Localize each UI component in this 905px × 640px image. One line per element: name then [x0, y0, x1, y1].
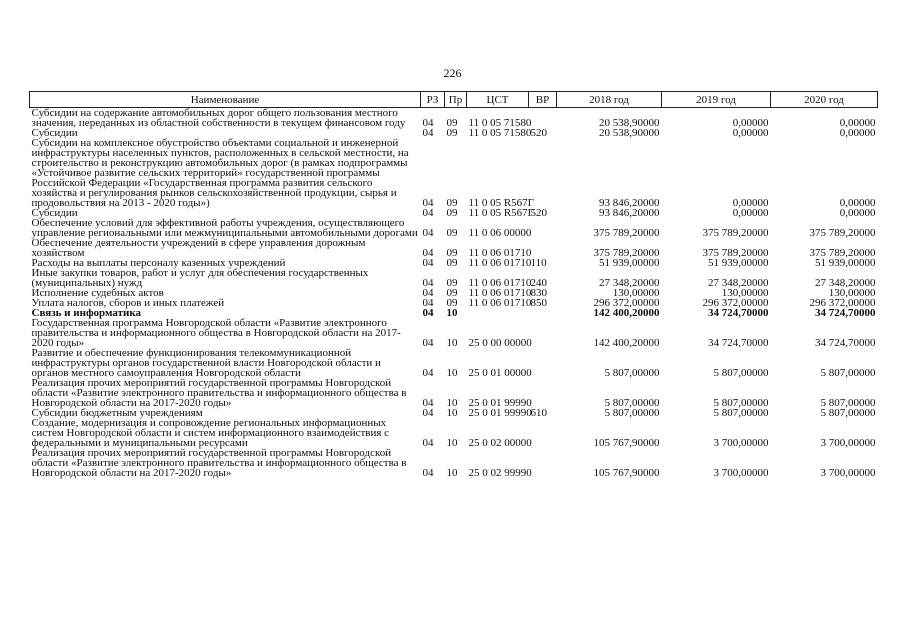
cell-y2020: 0,00000	[839, 117, 876, 129]
cell-y2019: 0,00000	[732, 127, 769, 139]
cell-pr: 09	[446, 197, 458, 209]
cell-rz: 04	[422, 337, 434, 349]
cell-y2018: 105 767,90000	[593, 437, 660, 449]
cell-y2020: 375 789,20000	[809, 227, 876, 239]
cell-name: Реализация прочих мероприятий государственной программы Новгородской области «Развитие электронного правительства и информационного общества в Новгородской области на 2017-2020 годы»	[31, 377, 407, 409]
cell-pr: 09	[446, 257, 458, 269]
cell-rz: 04	[422, 307, 434, 319]
cell-cst: 11 0 06 00000	[468, 227, 532, 239]
cell-y2020: 375 789,20000	[809, 247, 876, 259]
cell-vr: 520	[530, 207, 547, 219]
cell-y2018: 20 538,90000	[599, 127, 660, 139]
header-name: Наименование	[30, 92, 421, 108]
cell-cst: 11 0 06 01710	[468, 277, 532, 289]
cell-name: Обеспечение деятельности учреждений в сфере управления дорожным хозяйством	[31, 237, 366, 259]
cell-y2019: 375 789,20000	[702, 247, 769, 259]
cell-vr: 830	[530, 287, 547, 299]
header-vr: ВР	[529, 92, 557, 108]
cell-y2020: 3 700,00000	[820, 437, 876, 449]
table-row	[30, 218, 878, 238]
cell-rz: 04	[422, 437, 434, 449]
table-row	[30, 418, 878, 448]
cell-pr: 10	[446, 437, 458, 449]
cell-cst: 25 0 00 00000	[468, 337, 532, 349]
cell-y2018: 375 789,20000	[593, 227, 660, 239]
cell-name: Субсидии на комплексное обустройство объектами социальной и инженерной инфраструктуры населенных пунктов, расположенных в сельской местности, на строительство и реконструкцию автомобильных дорог (в рамках подпрограммы «Устойчивое развитие сельских территорий» государственной программы Российской Федерации «Государственная программа развития сельского хозяйства и регулирования рынков сельскохозяйственной продукции, сырья и продовольствия на 2013 - 2020 годы»)	[31, 137, 409, 209]
cell-cst: 25 0 01 99990	[468, 407, 532, 419]
cell-pr: 10	[446, 407, 458, 419]
cell-cst: 11 0 05 71580	[468, 117, 532, 129]
cell-y2019: 51 939,00000	[708, 257, 769, 269]
header-2020: 2020 год	[771, 92, 878, 108]
cell-y2018: 142 400,20000	[593, 337, 660, 349]
cell-rz: 04	[422, 257, 434, 269]
cell-y2019: 3 700,00000	[713, 467, 769, 479]
cell-pr: 09	[446, 297, 458, 309]
cell-vr	[529, 308, 557, 318]
cell-y2018: 93 846,20000	[599, 197, 660, 209]
cell-vr	[529, 348, 557, 378]
table-body	[30, 108, 878, 479]
cell-y2019: 27 348,20000	[708, 277, 769, 289]
cell-rz: 04	[422, 397, 434, 409]
table-row	[30, 138, 878, 208]
table-header-row	[30, 92, 878, 108]
cell-vr: 850	[530, 297, 547, 309]
page-number: 226	[443, 66, 462, 80]
cell-y2020: 34 724,70000	[815, 307, 876, 319]
cell-name: Развитие и обеспечение функционирования телекоммуникационной инфраструктуры органов государственной власти Новгородской области и органов местного самоуправления Новгородской области	[31, 347, 381, 379]
cell-y2018: 5 807,00000	[604, 397, 660, 409]
cell-y2019: 34 724,70000	[708, 307, 769, 319]
cell-y2020: 130,00000	[828, 287, 876, 299]
cell-y2020: 34 724,70000	[815, 337, 876, 349]
cell-cst: 11 0 06 01710	[468, 287, 532, 299]
cell-rz: 04	[422, 197, 434, 209]
cell-name: Обеспечение условий для эффективной работы учреждения, осуществляющего управление региональными или межмуниципальными автомобильными дорогами	[31, 217, 418, 239]
cell-name: Исполнение судебных актов	[31, 287, 164, 299]
cell-y2019: 0,00000	[732, 207, 769, 219]
cell-name: Субсидии бюджетным учреждениям	[31, 407, 203, 419]
cell-cst: 11 0 05 R567Г	[468, 207, 535, 219]
cell-cst: 25 0 01 99990	[468, 397, 532, 409]
cell-y2018: 375 789,20000	[593, 247, 660, 259]
cell-name: Создание, модернизация и сопровождение региональных информационных систем Новгородской области и систем информационного взаимодействия с федеральными и муниципальными ресурсами	[31, 417, 390, 449]
header-cst: ЦСТ	[467, 92, 529, 108]
cell-y2018: 142 400,20000	[593, 307, 660, 319]
cell-rz: 04	[422, 297, 434, 309]
cell-vr	[529, 378, 557, 408]
header-rz: РЗ	[421, 92, 445, 108]
cell-vr	[529, 108, 557, 129]
cell-pr: 09	[446, 227, 458, 239]
cell-rz: 04	[422, 467, 434, 479]
cell-pr: 09	[446, 277, 458, 289]
cell-y2020: 0,00000	[839, 127, 876, 139]
cell-y2019: 375 789,20000	[702, 227, 769, 239]
cell-rz: 04	[422, 407, 434, 419]
cell-name: Расходы на выплаты персоналу казенных учреждений	[31, 257, 286, 269]
cell-y2019: 5 807,00000	[713, 397, 769, 409]
header-2019: 2019 год	[662, 92, 771, 108]
cell-pr: 09	[446, 247, 458, 259]
table-row	[30, 238, 878, 258]
cell-y2018: 296 372,00000	[593, 297, 660, 309]
cell-pr: 10	[446, 337, 458, 349]
cell-y2019: 0,00000	[732, 197, 769, 209]
cell-vr: 610	[530, 407, 547, 419]
cell-y2018: 93 846,20000	[599, 207, 660, 219]
cell-name: Субсидии	[31, 127, 78, 139]
cell-rz: 04	[422, 277, 434, 289]
header-2018: 2018 год	[557, 92, 662, 108]
cell-vr	[529, 318, 557, 348]
cell-pr: 09	[446, 207, 458, 219]
cell-y2019: 3 700,00000	[713, 437, 769, 449]
cell-rz: 04	[422, 367, 434, 379]
cell-vr	[529, 218, 557, 238]
cell-y2019: 0,00000	[732, 117, 769, 129]
cell-vr: 520	[530, 127, 547, 139]
cell-y2019: 5 807,00000	[713, 407, 769, 419]
cell-y2020: 0,00000	[839, 207, 876, 219]
cell-cst	[467, 308, 529, 318]
cell-name: Иные закупки товаров, работ и услуг для обеспечения государственных (муниципальных) нужд	[31, 267, 369, 289]
cell-vr: 240	[530, 277, 547, 289]
cell-pr: 10	[446, 397, 458, 409]
cell-vr	[529, 418, 557, 448]
table-row	[30, 318, 878, 348]
cell-y2019: 130,00000	[721, 287, 769, 299]
cell-rz: 04	[422, 117, 434, 129]
cell-y2018: 130,00000	[612, 287, 660, 299]
table-row	[30, 268, 878, 288]
cell-y2018: 5 807,00000	[604, 407, 660, 419]
budget-table	[29, 91, 878, 478]
cell-y2018: 105 767,90000	[593, 467, 660, 479]
cell-cst: 25 0 02 99990	[468, 467, 532, 479]
cell-name: Субсидии на содержание автомобильных дорог общего пользования местного значения, переданных из областной собственности в текущем финансовом году	[31, 107, 406, 129]
cell-rz: 04	[422, 287, 434, 299]
cell-rz: 04	[422, 247, 434, 259]
cell-cst: 11 0 06 01710	[468, 247, 532, 259]
cell-y2019: 5 807,00000	[713, 367, 769, 379]
cell-cst: 25 0 01 00000	[468, 367, 532, 379]
cell-y2018: 20 538,90000	[599, 117, 660, 129]
cell-name: Государственная программа Новгородской области «Развитие электронного правительства и информационного общества в Новгородской области на 2017-2020 годы»	[31, 317, 401, 349]
cell-y2018: 51 939,00000	[599, 257, 660, 269]
cell-cst: 11 0 05 71580	[468, 127, 532, 139]
cell-pr: 10	[446, 467, 458, 479]
cell-pr: 10	[446, 367, 458, 379]
cell-y2020: 5 807,00000	[820, 397, 876, 409]
header-pr: Пр	[445, 92, 467, 108]
cell-y2020: 296 372,00000	[809, 297, 876, 309]
cell-y2019: 34 724,70000	[708, 337, 769, 349]
cell-y2020: 5 807,00000	[820, 367, 876, 379]
cell-y2020: 51 939,00000	[815, 257, 876, 269]
cell-pr: 09	[446, 127, 458, 139]
table-row	[30, 108, 878, 129]
cell-rz: 04	[422, 227, 434, 239]
cell-y2020: 27 348,20000	[815, 277, 876, 289]
cell-y2018: 5 807,00000	[604, 367, 660, 379]
cell-y2020: 5 807,00000	[820, 407, 876, 419]
cell-y2019: 296 372,00000	[702, 297, 769, 309]
cell-y2020: 3 700,00000	[820, 467, 876, 479]
cell-name: Уплата налогов, сборов и иных платежей	[31, 297, 225, 309]
cell-cst: 11 0 06 01710	[468, 297, 532, 309]
cell-name: Субсидии	[31, 207, 78, 219]
cell-name: Связь и информатика	[31, 307, 142, 319]
cell-rz: 04	[422, 207, 434, 219]
table-row	[30, 348, 878, 378]
cell-vr	[529, 238, 557, 258]
cell-cst: 11 0 05 R567Г	[468, 197, 535, 209]
cell-name: Реализация прочих мероприятий государственной программы Новгородской области «Развитие электронного правительства и информационного общества в Новгородской области на 2017-2020 годы»	[31, 447, 407, 479]
cell-pr: 10	[446, 307, 458, 319]
cell-cst: 25 0 02 00000	[468, 437, 532, 449]
cell-vr: 110	[530, 257, 547, 269]
cell-y2018: 27 348,20000	[599, 277, 660, 289]
cell-vr	[529, 448, 557, 478]
table-row	[30, 378, 878, 408]
cell-rz: 04	[422, 127, 434, 139]
cell-pr: 09	[446, 287, 458, 299]
cell-y2020: 0,00000	[839, 197, 876, 209]
cell-cst: 11 0 06 01710	[468, 257, 532, 269]
table-row	[30, 448, 878, 478]
cell-pr: 09	[446, 117, 458, 129]
